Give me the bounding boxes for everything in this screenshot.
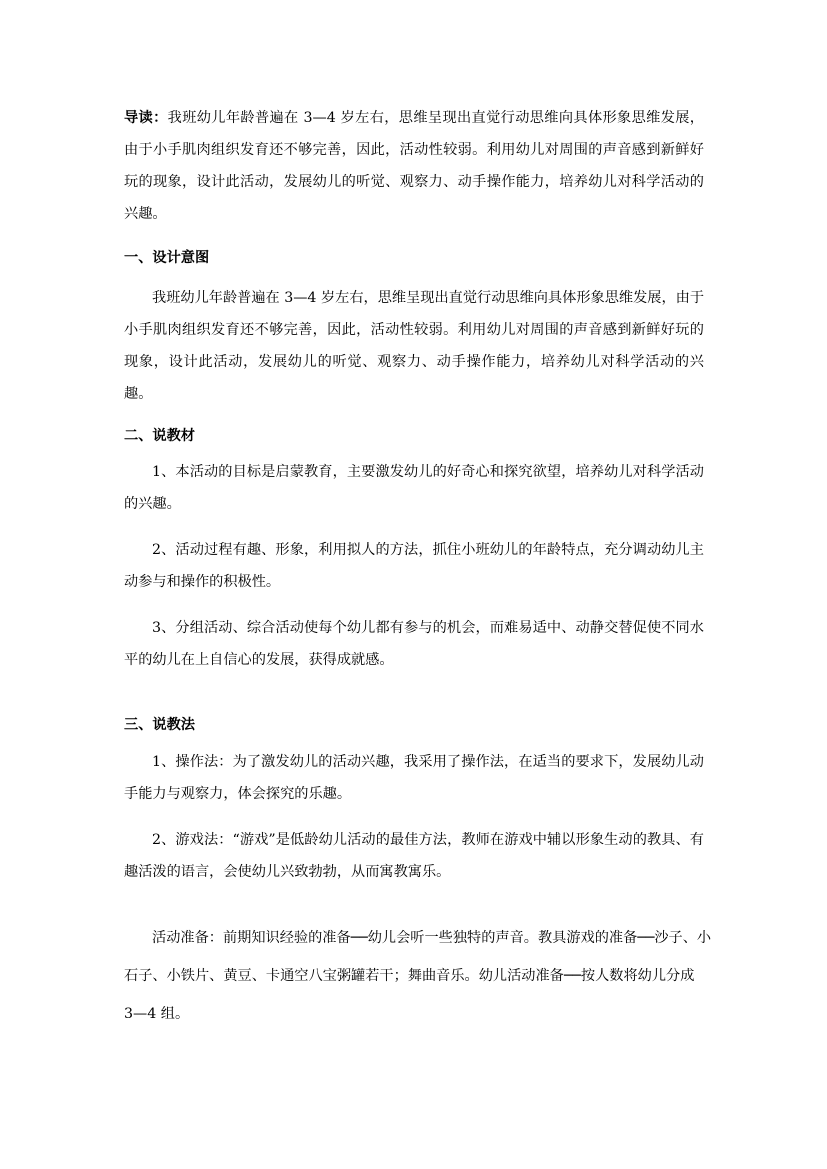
section-heading-teaching-material: 二、说教材 xyxy=(124,428,195,444)
intro-paragraph xyxy=(124,102,704,230)
section-heading-design-intent: 一、设计意图 xyxy=(124,250,210,266)
design-intent-paragraph: 我班幼儿年龄普遍在 3—4 岁左右，思维呈现出直觉行动思维向具体形象思维发展，由于小手肌肉组织发育还不够完善，因此，活动性较弱。利用幼儿对周围的声音感到新鲜好玩的现象，设计此活动，发展幼儿的听觉、观察力、动手操作能力，培养幼儿对科学活动的兴趣。 xyxy=(124,290,705,402)
preparation-line-1: 活动准备：前期知识经验的准备──幼儿会听一些独特的声音。教具游戏的准备──沙子、小 xyxy=(152,930,712,946)
teaching-method-item-1: 1、操作法：为了激发幼儿的活动兴趣，我采用了操作法，在适当的要求下，发展幼儿动手能力与观察力，体会探究的乐趣。 xyxy=(124,754,704,802)
teaching-method-item-2: 2、游戏法：“游戏”是低龄幼儿活动的最佳方法，教师在游戏中辅以形象生动的教具、有趣活泼的语言，会使幼儿兴致勃勃，从而寓教寓乐。 xyxy=(124,832,704,880)
intro-label: 导读： xyxy=(124,110,168,126)
preparation-line-2: 石子、小铁片、黄豆、卡通空八宝粥罐若干；舞曲音乐。幼儿活动准备──按人数将幼儿分成 xyxy=(124,968,695,984)
teaching-material-item-3: 3、分组活动、综合活动使每个幼儿都有参与的机会，而难易适中、动静交替促使不同水平的幼儿在上自信心的发展，获得成就感。 xyxy=(124,620,704,668)
teaching-material-item-2: 2、活动过程有趣、形象，利用拟人的方法，抓住小班幼儿的年龄特点，充分调动幼儿主动参与和操作的积极性。 xyxy=(124,542,704,590)
intro-text: 我班幼儿年龄普遍在 3—4 岁左右，思维呈现出直觉行动思维向具体形象思维发展，由于小手肌肉组织发育还不够完善，因此，活动性较弱。利用幼儿对周围的声音感到新鲜好玩的现象，设计此活动，发展幼儿的听觉、观察力、动手操作能力，培养幼儿对科学活动的兴趣。 xyxy=(124,110,704,222)
teaching-material-item-1: 1、本活动的目标是启蒙教育，主要激发幼儿的好奇心和探究欲望，培养幼儿对科学活动的兴趣。 xyxy=(124,464,704,512)
preparation-line-3: 3—4 组。 xyxy=(124,1006,190,1022)
section-heading-teaching-method: 三、说教法 xyxy=(124,717,195,733)
